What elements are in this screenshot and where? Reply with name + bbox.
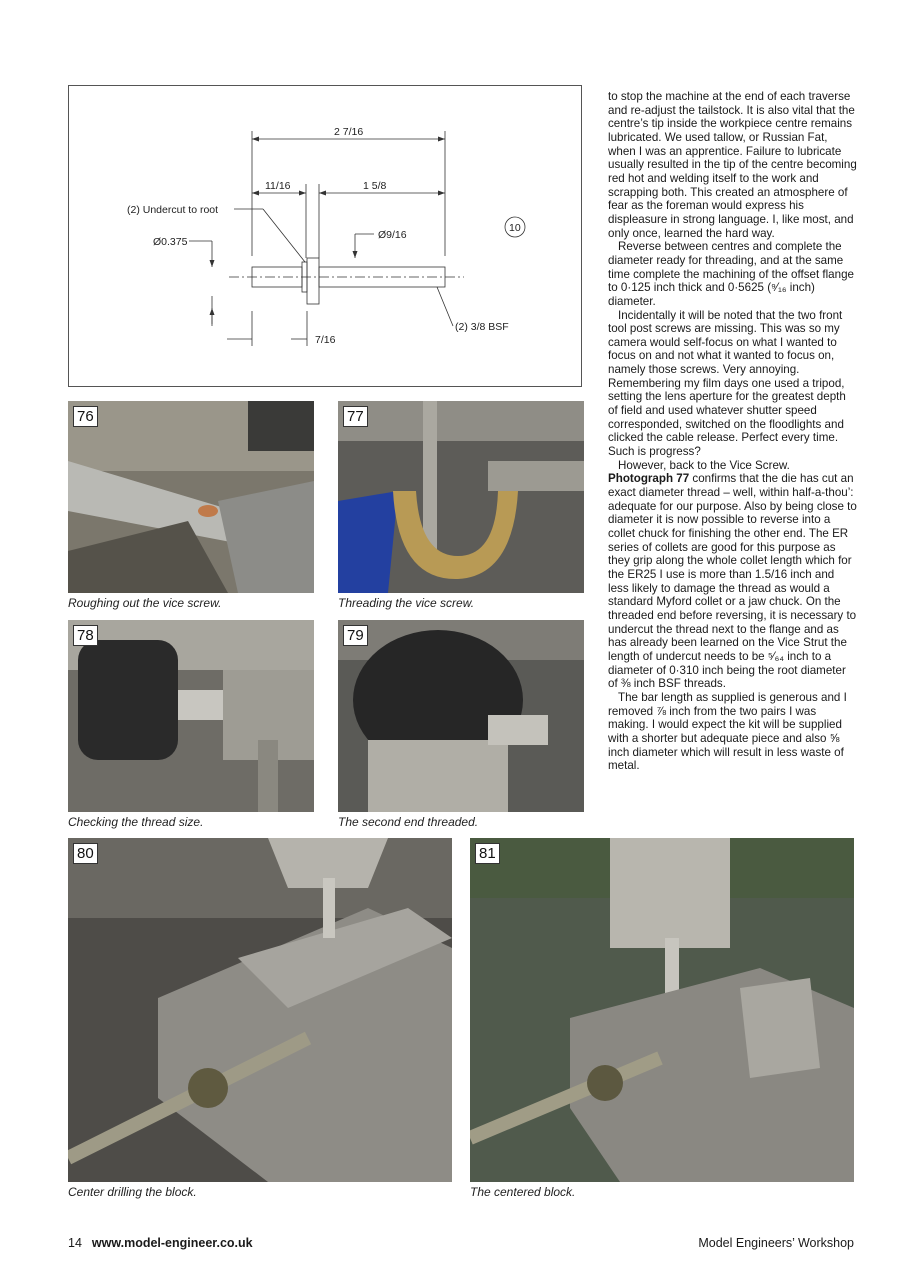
photo-79-image xyxy=(338,620,584,812)
article-paragraph: to stop the machine at the end of each traverse and re-adjust the tailstock. It is also vital that the centre’s tip inside the workpiece centre remains lubricated. We used tallow, or Russian Fat, when I was an apprentice. Failure to lubricate usually resulted in the tip of the centre becoming red hot and welding itself to the work and scrapping both. This created an atmosphere of fear as the foreman would express his displeasure in strong language. I, like most, and only once, learned the hard way. xyxy=(608,90,857,240)
photo-80-caption: Center drilling the block. xyxy=(68,1185,197,1199)
footer-url[interactable]: www.model-engineer.co.uk xyxy=(91,1236,253,1250)
page-number: 14 xyxy=(68,1236,82,1250)
photo-reference: Photograph 77 xyxy=(608,472,690,486)
article-text xyxy=(608,90,858,773)
photo-number: 80 xyxy=(73,843,98,864)
footer-left xyxy=(68,1236,253,1250)
photo-number: 76 xyxy=(73,406,98,427)
photo-79 xyxy=(338,620,584,812)
photo-80-image xyxy=(68,838,452,1182)
photo-number: 81 xyxy=(475,843,500,864)
dim-right-length: 1 5/8 xyxy=(363,180,387,192)
article-paragraph: Reverse between centres and complete the diameter ready for threading, and at the same time complete the machining of the offset flange to 0·125 inch thick and 0·5625 (⁹⁄₁₆ inch) diameter. xyxy=(608,240,854,308)
photo-81 xyxy=(470,838,854,1182)
photo-80 xyxy=(68,838,452,1182)
article-paragraph: Incidentally it will be noted that the two front tool post screws are missing. This was so my camera would self-focus on what I wanted to focus on and not what it wanted to focus on, namely those screws. Very annoying. Remembering my film days one used a tripod, setting the lens aperture for the greatest depth of field and used whatever shutter speed corresponded, switched on the floodlights and clicked the cable release. Perfect every time. Such is progress? xyxy=(608,308,846,459)
photo-76-caption: Roughing out the vice screw. xyxy=(68,596,222,610)
paragraph-body: confirms that the die has cut an exact diameter thread – well, within half-a-thou’: adequate for our purpose. Also by being close to diameter it is now possible to reverse into a collet chuck for finishing the other end. The ER series of collets are good for this purpose as they grip along the whole collet length which for the ER25 I use is more than 1.5/16 inch and less likely to damage the thread as would a standard Myford collet or a jaw chuck. On the threaded end before reversing, it is necessary to undercut the thread next to the flange and as has already been learned on the Vice Strut the length of undercut needs to be ⁵⁄₆₄ inch to a diameter of 0·310 inch being the root diameter of ⅜ inch BSF threads. xyxy=(608,472,857,691)
vice-screw-drawing xyxy=(69,86,583,388)
dim-flange-diameter: Ø9/16 xyxy=(378,229,407,241)
label-undercut: (2) Undercut to root xyxy=(127,204,219,216)
photo-78-image xyxy=(68,620,314,812)
photo-81-image xyxy=(470,838,854,1182)
technical-drawing xyxy=(68,85,582,387)
dim-left-length: 11/16 xyxy=(265,180,291,192)
photo-79-caption: The second end threaded. xyxy=(338,815,479,829)
photo-number: 77 xyxy=(343,406,368,427)
photo-78-caption: Checking the thread size. xyxy=(68,815,204,829)
photo-77-caption: Threading the vice screw. xyxy=(338,596,475,610)
photo-81-caption: The centered block. xyxy=(470,1185,576,1199)
dim-shaft-diameter: Ø0.375 xyxy=(153,236,188,248)
photo-76 xyxy=(68,401,314,593)
photo-76-image xyxy=(68,401,314,593)
photo-number: 79 xyxy=(343,625,368,646)
figure-number: 10 xyxy=(509,222,521,234)
photo-77-image xyxy=(338,401,584,593)
dim-bottom-length: 7/16 xyxy=(315,334,336,346)
photo-77 xyxy=(338,401,584,593)
article-paragraph: The bar length as supplied is generous and I removed ⅞ inch from the two pairs I was making. I would expect the kit will be supplied with a shorter but adequate piece and also ⅝ inch diameter which will result in less waste of metal. xyxy=(608,690,847,773)
dim-overall: 2 7/16 xyxy=(334,126,364,138)
photo-number: 78 xyxy=(73,625,98,646)
paragraph-lead: However, back to the Vice Screw. xyxy=(618,458,790,472)
photo-78 xyxy=(68,620,314,812)
label-thread: (2) 3/8 BSF xyxy=(455,321,509,333)
article-paragraph xyxy=(608,459,858,691)
footer-magazine: Model Engineers’ Workshop xyxy=(698,1236,854,1250)
